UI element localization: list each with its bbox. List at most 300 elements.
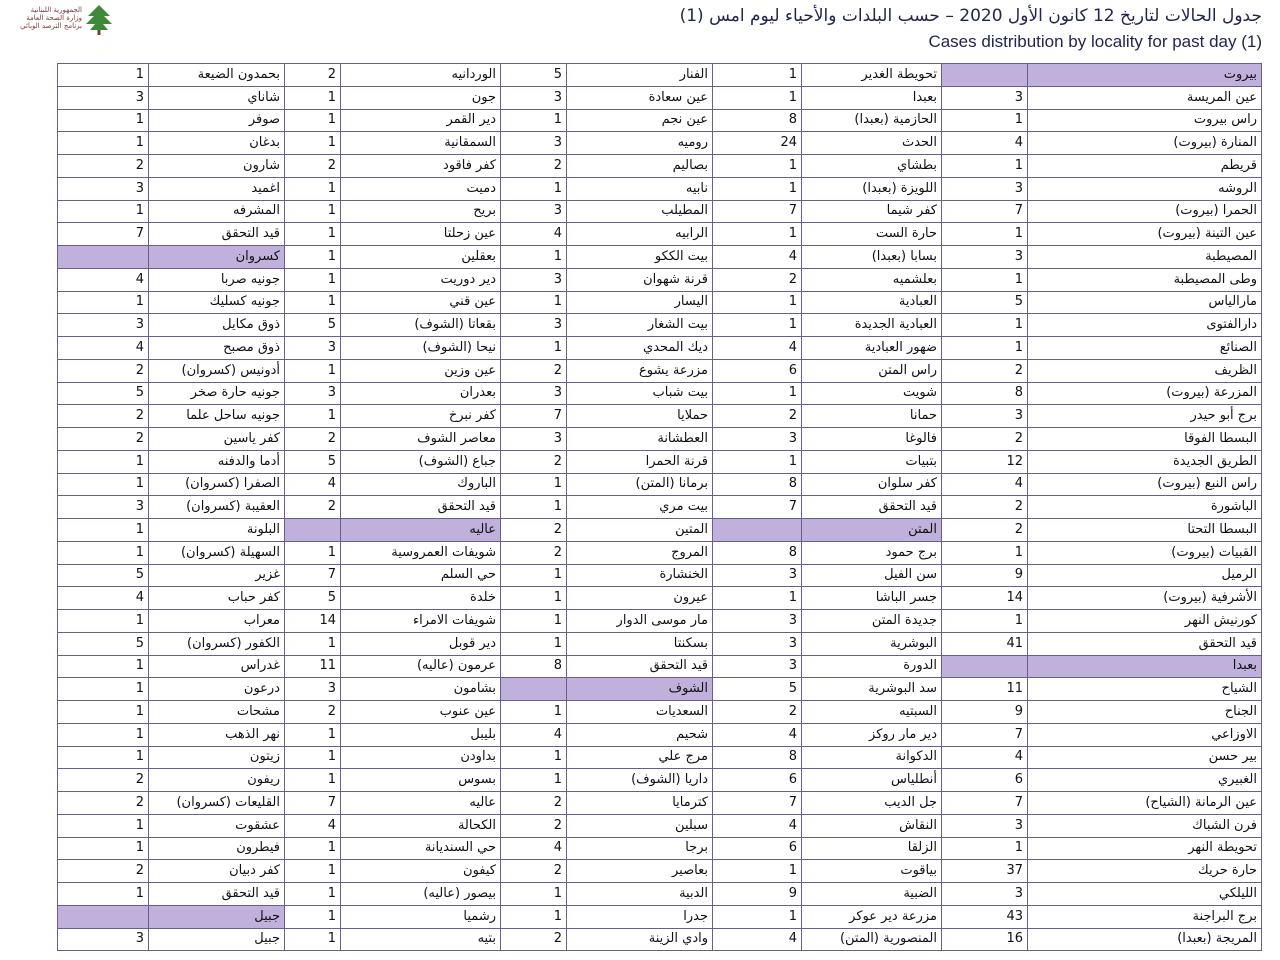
case-count: 3	[713, 610, 802, 633]
case-count: 4	[58, 337, 149, 360]
case-count: 3	[501, 428, 567, 451]
locality-name: البلونة	[149, 519, 285, 542]
region-header: المتن	[802, 519, 942, 542]
table-row	[58, 496, 1262, 519]
locality-name: جل الديب	[802, 792, 942, 815]
table-row	[58, 792, 1262, 815]
region-header: عاليه	[341, 519, 501, 542]
table-row	[58, 632, 1262, 655]
table-row	[58, 541, 1262, 564]
case-count: 3	[58, 496, 149, 519]
locality-name: شويفات الامراء	[341, 610, 501, 633]
locality-name: بيت شباب	[567, 382, 713, 405]
cedar-icon	[84, 4, 114, 36]
locality-name: عين عنوب	[341, 701, 501, 724]
locality-name: عين زحلتا	[341, 223, 501, 246]
locality-name: تحويطة الغدير	[802, 64, 942, 87]
case-count: 3	[713, 655, 802, 678]
case-count: 2	[58, 359, 149, 382]
case-count: 2	[285, 64, 341, 87]
case-count: 5	[285, 450, 341, 473]
ministry-name	[8, 6, 82, 30]
locality-name: معاصر الشوف	[341, 428, 501, 451]
locality-name: الباشورة	[1028, 496, 1262, 519]
case-count: 7	[713, 792, 802, 815]
locality-name: قرنة شهوان	[567, 268, 713, 291]
case-count: 2	[501, 928, 567, 951]
case-count: 4	[501, 723, 567, 746]
page-title-arabic: جدول الحالات لتاريخ 12 كانون الأول 2020 – حسب البلدات والأحياء ليوم امس (1)	[679, 6, 1262, 26]
case-count: 1	[713, 155, 802, 178]
locality-name: درعون	[149, 678, 285, 701]
case-count: 2	[58, 769, 149, 792]
case-count: 2	[501, 792, 567, 815]
table-row	[58, 655, 1262, 678]
locality-name: قيد التحقق	[149, 883, 285, 906]
table-row	[58, 268, 1262, 291]
case-count: 5	[58, 382, 149, 405]
locality-name: حمانا	[802, 405, 942, 428]
case-count: 3	[942, 177, 1028, 200]
locality-name: عين قني	[341, 291, 501, 314]
case-count: 3	[501, 86, 567, 109]
table-row	[58, 109, 1262, 132]
locality-name: قرنة الحمرا	[567, 450, 713, 473]
case-count: 3	[942, 814, 1028, 837]
locality-name: عاليه	[341, 792, 501, 815]
locality-name: جونيه صربا	[149, 268, 285, 291]
table-row	[58, 746, 1262, 769]
locality-name: ديك المحدي	[567, 337, 713, 360]
case-count: 1	[942, 837, 1028, 860]
locality-name: عيرون	[567, 587, 713, 610]
locality-name: بيصور (عاليه)	[341, 883, 501, 906]
locality-name: اللويزة (بعبدا)	[802, 177, 942, 200]
locality-name: جون	[341, 86, 501, 109]
case-count: 7	[58, 223, 149, 246]
case-count: 1	[501, 632, 567, 655]
case-count: 1	[58, 837, 149, 860]
case-count: 4	[942, 473, 1028, 496]
locality-name: العبادية الجديدة	[802, 314, 942, 337]
locality-name: ذوق مكايل	[149, 314, 285, 337]
case-count: 1	[713, 860, 802, 883]
case-count: 1	[942, 155, 1028, 178]
locality-name: شويت	[802, 382, 942, 405]
case-count: 4	[713, 723, 802, 746]
locality-name: قيد التحقق	[802, 496, 942, 519]
locality-name: المروج	[567, 541, 713, 564]
case-count: 1	[58, 610, 149, 633]
case-count: 1	[713, 223, 802, 246]
case-count: 4	[942, 746, 1028, 769]
locality-name: فالوغا	[802, 428, 942, 451]
locality-name: كيفون	[341, 860, 501, 883]
case-count: 3	[501, 268, 567, 291]
case-count: 1	[713, 587, 802, 610]
locality-name: جباع (الشوف)	[341, 450, 501, 473]
case-count: 1	[58, 132, 149, 155]
case-count: 1	[285, 541, 341, 564]
case-count: 1	[713, 86, 802, 109]
case-count: 2	[285, 496, 341, 519]
locality-name: راس النبع (بيروت)	[1028, 473, 1262, 496]
table-row	[58, 86, 1262, 109]
case-count: 3	[58, 86, 149, 109]
case-count: 6	[713, 359, 802, 382]
case-count: 7	[713, 200, 802, 223]
case-count: 8	[713, 109, 802, 132]
locality-name: نابيه	[567, 177, 713, 200]
locality-name: عين الرمانة (الشياح)	[1028, 792, 1262, 815]
locality-name: بحمدون الضيعة	[149, 64, 285, 87]
locality-name: المنارة (بيروت)	[1028, 132, 1262, 155]
case-count: 14	[285, 610, 341, 633]
locality-name: ضهور العبادية	[802, 337, 942, 360]
table-row	[58, 564, 1262, 587]
case-count: 1	[58, 678, 149, 701]
locality-name: شاناي	[149, 86, 285, 109]
case-count: 1	[58, 701, 149, 724]
case-count: 7	[942, 200, 1028, 223]
locality-name: قيد التحقق	[341, 496, 501, 519]
table-row	[58, 769, 1262, 792]
locality-name: وطى المصيطبة	[1028, 268, 1262, 291]
region-header-count	[942, 64, 1028, 87]
locality-name: عين نجم	[567, 109, 713, 132]
case-count: 2	[942, 519, 1028, 542]
locality-name: سن الفيل	[802, 564, 942, 587]
locality-name: مار موسى الدوار	[567, 610, 713, 633]
case-count: 1	[285, 632, 341, 655]
case-count: 2	[942, 359, 1028, 382]
locality-name: كفر حباب	[149, 587, 285, 610]
locality-name: العقيبة (كسروان)	[149, 496, 285, 519]
locality-name: فيطرون	[149, 837, 285, 860]
case-count: 1	[501, 746, 567, 769]
table-row	[58, 701, 1262, 724]
case-count: 1	[285, 860, 341, 883]
case-count: 2	[501, 519, 567, 542]
locality-name: بسكنتا	[567, 632, 713, 655]
locality-name: النقاش	[802, 814, 942, 837]
case-count: 1	[942, 109, 1028, 132]
locality-name: فرن الشباك	[1028, 814, 1262, 837]
case-count: 1	[501, 246, 567, 269]
case-count: 1	[501, 883, 567, 906]
locality-name: برج البراجنة	[1028, 905, 1262, 928]
locality-name: جدرا	[567, 905, 713, 928]
case-count: 5	[58, 564, 149, 587]
case-count: 1	[501, 109, 567, 132]
locality-name: بيت الشغار	[567, 314, 713, 337]
case-count: 1	[942, 314, 1028, 337]
table-row	[58, 291, 1262, 314]
case-count: 3	[285, 382, 341, 405]
locality-name: العبادية	[802, 291, 942, 314]
locality-name: قيد التحقق	[1028, 632, 1262, 655]
case-count: 1	[501, 177, 567, 200]
locality-name: الشياح	[1028, 678, 1262, 701]
table-row	[58, 519, 1262, 542]
case-count: 1	[713, 64, 802, 87]
case-count: 7	[713, 496, 802, 519]
case-count: 2	[58, 792, 149, 815]
locality-name: ريفون	[149, 769, 285, 792]
locality-name: بعبدا	[802, 86, 942, 109]
case-count: 1	[501, 473, 567, 496]
locality-name: جونيه حارة صخر	[149, 382, 285, 405]
locality-name: بشامون	[341, 678, 501, 701]
table-row	[58, 223, 1262, 246]
locality-name: الزلقا	[802, 837, 942, 860]
case-count: 7	[942, 792, 1028, 815]
table-row	[58, 883, 1262, 906]
case-count: 1	[713, 905, 802, 928]
locality-name: أنطلياس	[802, 769, 942, 792]
locality-name: السعديات	[567, 701, 713, 724]
case-count: 1	[501, 905, 567, 928]
locality-name: غدراس	[149, 655, 285, 678]
case-count: 1	[285, 86, 341, 109]
locality-name: الرميل	[1028, 564, 1262, 587]
case-count: 1	[285, 928, 341, 951]
cases-table	[57, 63, 1262, 951]
locality-name: عين وزين	[341, 359, 501, 382]
locality-name: مزرعة دير عوكر	[802, 905, 942, 928]
case-count: 3	[501, 382, 567, 405]
case-count: 2	[501, 450, 567, 473]
locality-name: المزرعة (بيروت)	[1028, 382, 1262, 405]
locality-name: غزير	[149, 564, 285, 587]
case-count: 1	[501, 337, 567, 360]
locality-name: برجا	[567, 837, 713, 860]
case-count: 1	[285, 883, 341, 906]
case-count: 2	[501, 359, 567, 382]
region-header: بيروت	[1028, 64, 1262, 87]
case-count: 11	[285, 655, 341, 678]
locality-name: بصاليم	[567, 155, 713, 178]
locality-name: خلدة	[341, 587, 501, 610]
case-count: 8	[713, 746, 802, 769]
locality-name: الدبية	[567, 883, 713, 906]
locality-name: كفر دبيان	[149, 860, 285, 883]
locality-name: برج حمود	[802, 541, 942, 564]
locality-name: الخنشارة	[567, 564, 713, 587]
case-count: 1	[285, 291, 341, 314]
locality-name: الجناح	[1028, 701, 1262, 724]
locality-name: صوفر	[149, 109, 285, 132]
case-count: 1	[285, 268, 341, 291]
case-count: 1	[501, 564, 567, 587]
locality-name: دارالفتوى	[1028, 314, 1262, 337]
locality-name: الرابيه	[567, 223, 713, 246]
locality-name: بتيه	[341, 928, 501, 951]
locality-name: كفر سلوان	[802, 473, 942, 496]
locality-name: كفر نبرخ	[341, 405, 501, 428]
table-row	[58, 382, 1262, 405]
case-count: 1	[58, 200, 149, 223]
case-count: 6	[713, 769, 802, 792]
case-count: 1	[285, 769, 341, 792]
locality-name: عين المريسة	[1028, 86, 1262, 109]
locality-name: الحازمية (بعبدا)	[802, 109, 942, 132]
case-count: 2	[285, 428, 341, 451]
locality-name: الصفرا (كسروان)	[149, 473, 285, 496]
case-count: 3	[942, 883, 1028, 906]
region-header-count	[58, 246, 149, 269]
locality-name: جسر الباشا	[802, 587, 942, 610]
locality-name: جونيه ساحل علما	[149, 405, 285, 428]
case-count: 6	[942, 769, 1028, 792]
case-count: 2	[501, 860, 567, 883]
locality-name: الاوزاعي	[1028, 723, 1262, 746]
table-row	[58, 678, 1262, 701]
case-count: 1	[501, 496, 567, 519]
locality-name: المنصورية (المتن)	[802, 928, 942, 951]
case-count: 43	[942, 905, 1028, 928]
case-count: 1	[285, 223, 341, 246]
table-row	[58, 314, 1262, 337]
case-count: 3	[285, 678, 341, 701]
case-count: 3	[713, 428, 802, 451]
locality-name: الأشرفية (بيروت)	[1028, 587, 1262, 610]
case-count: 1	[501, 291, 567, 314]
locality-name: الليلكي	[1028, 883, 1262, 906]
locality-name: المتين	[567, 519, 713, 542]
case-count: 1	[58, 291, 149, 314]
case-count: 1	[285, 132, 341, 155]
table-row	[58, 64, 1262, 87]
locality-name: بير حسن	[1028, 746, 1262, 769]
case-count: 1	[713, 291, 802, 314]
locality-name: الصنائع	[1028, 337, 1262, 360]
locality-name: الدورة	[802, 655, 942, 678]
locality-name: دميت	[341, 177, 501, 200]
locality-name: الدكوانة	[802, 746, 942, 769]
locality-name: مرج علي	[567, 746, 713, 769]
case-count: 2	[501, 814, 567, 837]
locality-name: مزرعة يشوع	[567, 359, 713, 382]
locality-name: جبيل	[149, 928, 285, 951]
case-count: 1	[58, 723, 149, 746]
locality-name: السهيلة (كسروان)	[149, 541, 285, 564]
case-count: 2	[58, 405, 149, 428]
case-count: 1	[285, 177, 341, 200]
case-count: 3	[501, 314, 567, 337]
locality-name: دير قوبل	[341, 632, 501, 655]
case-count: 1	[58, 473, 149, 496]
case-count: 1	[58, 883, 149, 906]
case-count: 1	[58, 541, 149, 564]
locality-name: الحمرا (بيروت)	[1028, 200, 1262, 223]
locality-name: نيحا (الشوف)	[341, 337, 501, 360]
locality-name: الظريف	[1028, 359, 1262, 382]
table-row	[58, 200, 1262, 223]
locality-name: السبتيه	[802, 701, 942, 724]
table-row	[58, 428, 1262, 451]
case-count: 2	[713, 701, 802, 724]
locality-name: أدونيس (كسروان)	[149, 359, 285, 382]
locality-name: دير القمر	[341, 109, 501, 132]
locality-name: قيد التحقق	[567, 655, 713, 678]
case-count: 2	[713, 405, 802, 428]
case-count: 7	[285, 792, 341, 815]
case-count: 5	[285, 587, 341, 610]
case-count: 3	[58, 177, 149, 200]
table-row	[58, 450, 1262, 473]
table-row	[58, 587, 1262, 610]
locality-name: داريا (الشوف)	[567, 769, 713, 792]
table-row	[58, 405, 1262, 428]
locality-name: البسطا الفوقا	[1028, 428, 1262, 451]
logo-line-republic: الجمهورية اللبنانية	[30, 6, 82, 14]
case-count: 1	[285, 200, 341, 223]
locality-name: عشقوت	[149, 814, 285, 837]
region-header: كسروان	[149, 246, 285, 269]
locality-name: بقعاتا (الشوف)	[341, 314, 501, 337]
case-count: 4	[58, 268, 149, 291]
case-count: 4	[501, 837, 567, 860]
case-count: 4	[713, 337, 802, 360]
table-row	[58, 473, 1262, 496]
case-count: 12	[942, 450, 1028, 473]
locality-name: القليعات (كسروان)	[149, 792, 285, 815]
locality-name: كورنيش النهر	[1028, 610, 1262, 633]
locality-name: المصيطبة	[1028, 246, 1262, 269]
case-count: 5	[285, 314, 341, 337]
table-row	[58, 860, 1262, 883]
locality-name: اليسار	[567, 291, 713, 314]
case-count: 1	[942, 337, 1028, 360]
locality-name: المطيلب	[567, 200, 713, 223]
table-row	[58, 155, 1262, 178]
ministry-logo	[8, 4, 114, 38]
locality-name: راس المتن	[802, 359, 942, 382]
locality-name: معراب	[149, 610, 285, 633]
locality-name: دير مار روكز	[802, 723, 942, 746]
case-count: 1	[285, 246, 341, 269]
case-count: 3	[501, 200, 567, 223]
locality-name: البسطا التحتا	[1028, 519, 1262, 542]
case-count: 7	[942, 723, 1028, 746]
case-count: 5	[501, 64, 567, 87]
case-count: 24	[713, 132, 802, 155]
case-count: 4	[942, 132, 1028, 155]
locality-name: نهر الذهب	[149, 723, 285, 746]
locality-name: البوشرية	[802, 632, 942, 655]
table-row	[58, 723, 1262, 746]
locality-name: بعدران	[341, 382, 501, 405]
case-count: 1	[285, 405, 341, 428]
locality-name: بيت الككو	[567, 246, 713, 269]
case-count: 1	[58, 814, 149, 837]
locality-name: تحويطة النهر	[1028, 837, 1262, 860]
region-header-count	[713, 519, 802, 542]
case-count: 2	[713, 268, 802, 291]
table-row	[58, 905, 1262, 928]
case-count: 1	[713, 314, 802, 337]
locality-name: قريطم	[1028, 155, 1262, 178]
region-header-count	[942, 655, 1028, 678]
case-count: 7	[285, 564, 341, 587]
case-count: 3	[501, 132, 567, 155]
case-count: 4	[713, 928, 802, 951]
locality-name: دير دوريت	[341, 268, 501, 291]
table-row	[58, 837, 1262, 860]
case-count: 4	[501, 223, 567, 246]
locality-name: الفنار	[567, 64, 713, 87]
